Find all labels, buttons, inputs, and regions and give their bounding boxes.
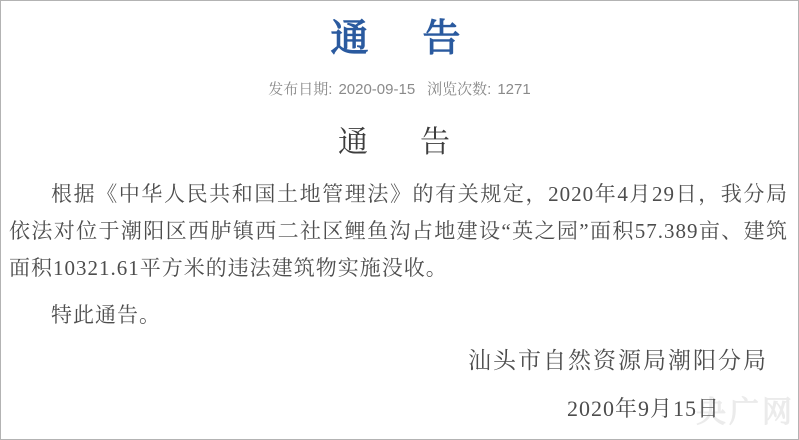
- cnr-watermark: 央广网: [696, 396, 795, 429]
- issuer-signature: 汕头市自然资源局潮阳分局: [468, 348, 768, 373]
- notice-body-paragraph: 根据《中华人民共和国土地管理法》的有关规定，2020年4月29日，我分局依法对位于潮阳区西胪镇西二社区鲤鱼沟占地建设“英之园”面积57.389亩、建筑面积10321.61平方米的违法建筑物实施没收。: [9, 182, 788, 280]
- views-label: 浏览次数:: [427, 81, 492, 98]
- publish-date-label: 发布日期:: [268, 81, 333, 98]
- views-value: 1271: [497, 81, 531, 98]
- page-title: 通 告: [330, 18, 469, 60]
- meta-line: [1, 80, 798, 100]
- notice-closing-line: 特此通告。: [51, 303, 161, 327]
- notice-content: [1, 15, 798, 425]
- notice-heading: 通 告: [338, 126, 461, 159]
- publish-date-value: 2020-09-15: [338, 81, 416, 98]
- signature-date: 2020年9月15日: [566, 396, 720, 421]
